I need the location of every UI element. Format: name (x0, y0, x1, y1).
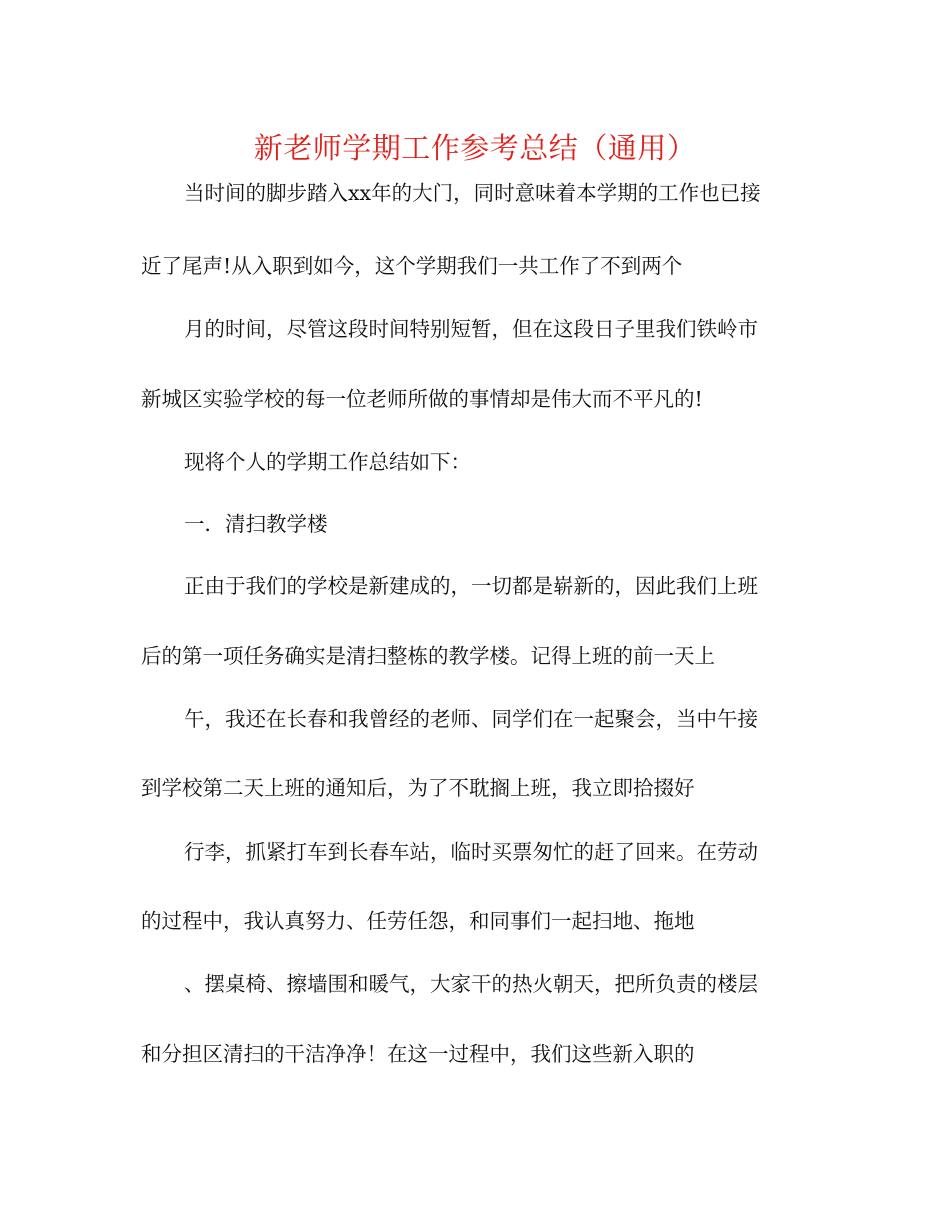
paragraph-line: 当时间的脚步踏入xx年的大门，同时意味着本学期的工作也已接 (184, 181, 761, 205)
paragraph-line: 正由于我们的学校是新建成的，一切都是崭新的，因此我们上班 (184, 574, 758, 598)
paragraph-line: 、摆桌椅、擦墙围和暖气，大家干的热火朝天，把所负责的楼层 (184, 972, 758, 996)
paragraph-line: 午，我还在长春和我曾经的老师、同学们在一起聚会，当中午接 (184, 707, 758, 731)
paragraph-line: 近了尾声!从入职到如今，这个学期我们一共工作了不到两个 (141, 254, 683, 278)
paragraph-line: 的过程中，我认真努力、任劳任怨，和同事们一起扫地、拖地 (141, 909, 695, 933)
paragraph-line: 月的时间，尽管这段时间特别短暂，但在这段日子里我们铁岭市 (184, 317, 758, 341)
paragraph-line: 到学校第二天上班的通知后，为了不耽搁上班，我立即拾掇好 (141, 776, 695, 800)
paragraph-line: 新城区实验学校的每一位老师所做的事情却是伟大而不平凡的! (141, 387, 703, 411)
paragraph-line: 行李，抓紧打车到长春车站，临时买票匆忙的赶了回来。在劳动 (184, 840, 758, 864)
section-heading: 一．清扫教学楼 (184, 512, 328, 536)
paragraph-line: 后的第一项任务确实是清扫整栋的教学楼。记得上班的前一天上 (141, 644, 715, 668)
paragraph-line: 现将个人的学期工作总结如下： (184, 450, 471, 474)
paragraph-line: 和分担区清扫的干洁净净！在这一过程中，我们这些新入职的 (141, 1042, 695, 1066)
document-title: 新老师学期工作参考总结（通用） (253, 131, 697, 165)
